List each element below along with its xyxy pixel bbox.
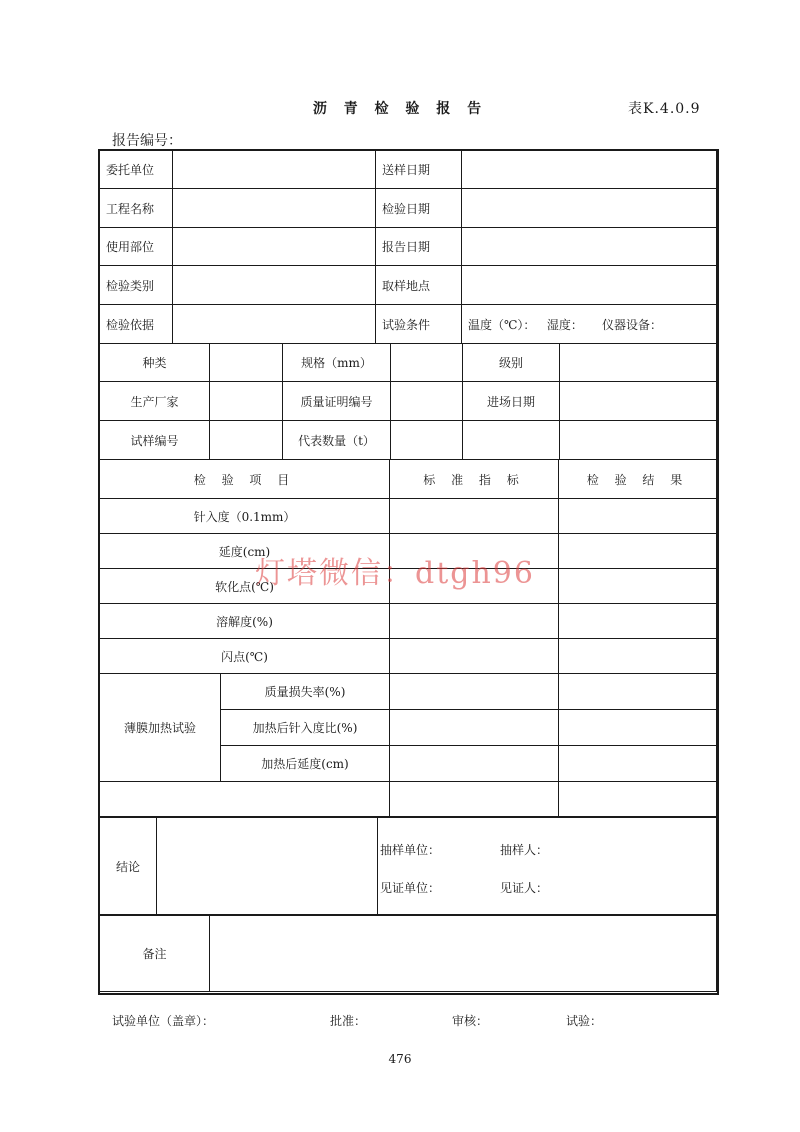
sampling-site-label: 取样地点 (376, 266, 462, 305)
manufacturer-value[interactable] (210, 382, 283, 421)
use-part-value[interactable] (173, 228, 376, 266)
item-header: 检 验 项 目 (100, 460, 390, 499)
result-value[interactable] (559, 604, 717, 639)
report-number-label: 报告编号： (112, 133, 182, 149)
result-value[interactable] (559, 674, 717, 710)
page-title: 沥 青 检 验 报 告 (312, 101, 488, 117)
standard-value[interactable] (390, 499, 559, 534)
result-row-item: 溶解度(%) (100, 604, 390, 639)
thin-film-item: 加热后针入度比(%) (221, 710, 390, 746)
result-value[interactable] (559, 639, 717, 674)
standard-value[interactable] (390, 782, 559, 818)
temperature-label: 温度（℃）： (468, 317, 536, 332)
thin-film-item: 加热后延度(cm) (221, 746, 390, 782)
spec-value[interactable] (391, 344, 463, 382)
sample-no-label: 试样编号 (100, 421, 210, 460)
report-date-label: 报告日期 (376, 228, 462, 266)
sample-no-value[interactable] (210, 421, 283, 460)
test-basis-label: 检验依据 (100, 305, 173, 344)
remarks-value[interactable] (210, 915, 717, 992)
test-basis-value[interactable] (173, 305, 376, 344)
test-type-label: 检验类别 (100, 266, 173, 305)
grade-value[interactable] (560, 344, 717, 382)
result-row-item: 软化点(℃) (100, 569, 390, 604)
sampler-label: 抽样人： (500, 843, 549, 857)
standard-value[interactable] (390, 604, 559, 639)
report-date-value[interactable] (462, 228, 717, 266)
quantity-value[interactable] (391, 421, 463, 460)
result-value[interactable] (559, 569, 717, 604)
witness-label: 见证人： (500, 881, 549, 895)
blank-item[interactable] (100, 782, 390, 818)
signature-block (378, 817, 717, 916)
entry-date-label: 进场日期 (463, 382, 560, 421)
sample-date-label: 送样日期 (376, 150, 462, 189)
project-label: 工程名称 (100, 189, 173, 228)
kind-value[interactable] (210, 344, 283, 382)
conclusion-label: 结论 (100, 817, 157, 916)
standard-value[interactable] (390, 674, 559, 710)
result-value[interactable] (559, 782, 717, 818)
page-number: 476 (388, 1052, 412, 1066)
sample-date-value[interactable] (462, 150, 717, 189)
entry-date-value[interactable] (560, 382, 717, 421)
standard-value[interactable] (390, 639, 559, 674)
project-value[interactable] (173, 189, 376, 228)
thin-film-item: 质量损失率(%) (221, 674, 390, 710)
test-conditions-label: 试验条件 (376, 305, 462, 344)
conclusion-table (99, 816, 717, 916)
test-date-value[interactable] (462, 189, 717, 228)
test-type-value[interactable] (173, 266, 376, 305)
standard-value[interactable] (390, 710, 559, 746)
footer-review: 审核： (452, 1014, 489, 1028)
thin-film-label: 薄膜加热试验 (100, 674, 221, 782)
cert-no-label: 质量证明编号 (283, 382, 391, 421)
result-value[interactable] (559, 499, 717, 534)
conclusion-value[interactable] (157, 817, 378, 916)
kind-label: 种类 (100, 344, 210, 382)
cert-no-value[interactable] (391, 382, 463, 421)
sample-table (99, 343, 717, 460)
humidity-label: 湿度： (546, 317, 583, 332)
sampling-unit-label: 抽样单位： (380, 843, 441, 857)
form-number: 表K.4.0.9 (628, 101, 701, 117)
result-value[interactable] (559, 534, 717, 569)
footer-test-unit: 试验单位（盖章）： (112, 1014, 215, 1028)
result-row-item: 针入度（0.1mm） (100, 499, 390, 534)
standard-value[interactable] (390, 746, 559, 782)
result-row-item: 延度(cm) (100, 534, 390, 569)
results-table (99, 459, 717, 818)
remarks-table (99, 914, 717, 992)
info-table (99, 149, 717, 344)
test-conditions-value[interactable] (462, 305, 717, 344)
remarks-label: 备注 (100, 915, 210, 992)
watermark: 灯塔微信：dtgh96 (255, 556, 535, 591)
client-value[interactable] (173, 150, 376, 189)
quantity-label: 代表数量（t） (283, 421, 391, 460)
manufacturer-label: 生产厂家 (100, 382, 210, 421)
result-row-item: 闪点(℃) (100, 639, 390, 674)
instrument-label: 仪器设备： (601, 317, 662, 332)
footer-approve: 批准： (330, 1014, 367, 1028)
test-date-label: 检验日期 (376, 189, 462, 228)
client-label: 委托单位 (100, 150, 173, 189)
witness-unit-label: 见证单位： (380, 881, 441, 895)
use-part-label: 使用部位 (100, 228, 173, 266)
blank-cell (560, 421, 717, 460)
footer-test: 试验： (566, 1014, 603, 1028)
result-header: 检 验 结 果 (559, 460, 717, 499)
standard-header: 标 准 指 标 (390, 460, 559, 499)
result-value[interactable] (559, 746, 717, 782)
result-value[interactable] (559, 710, 717, 746)
blank-cell (463, 421, 560, 460)
sampling-site-value[interactable] (462, 266, 717, 305)
spec-label: 规格（mm） (283, 344, 391, 382)
grade-label: 级别 (463, 344, 560, 382)
